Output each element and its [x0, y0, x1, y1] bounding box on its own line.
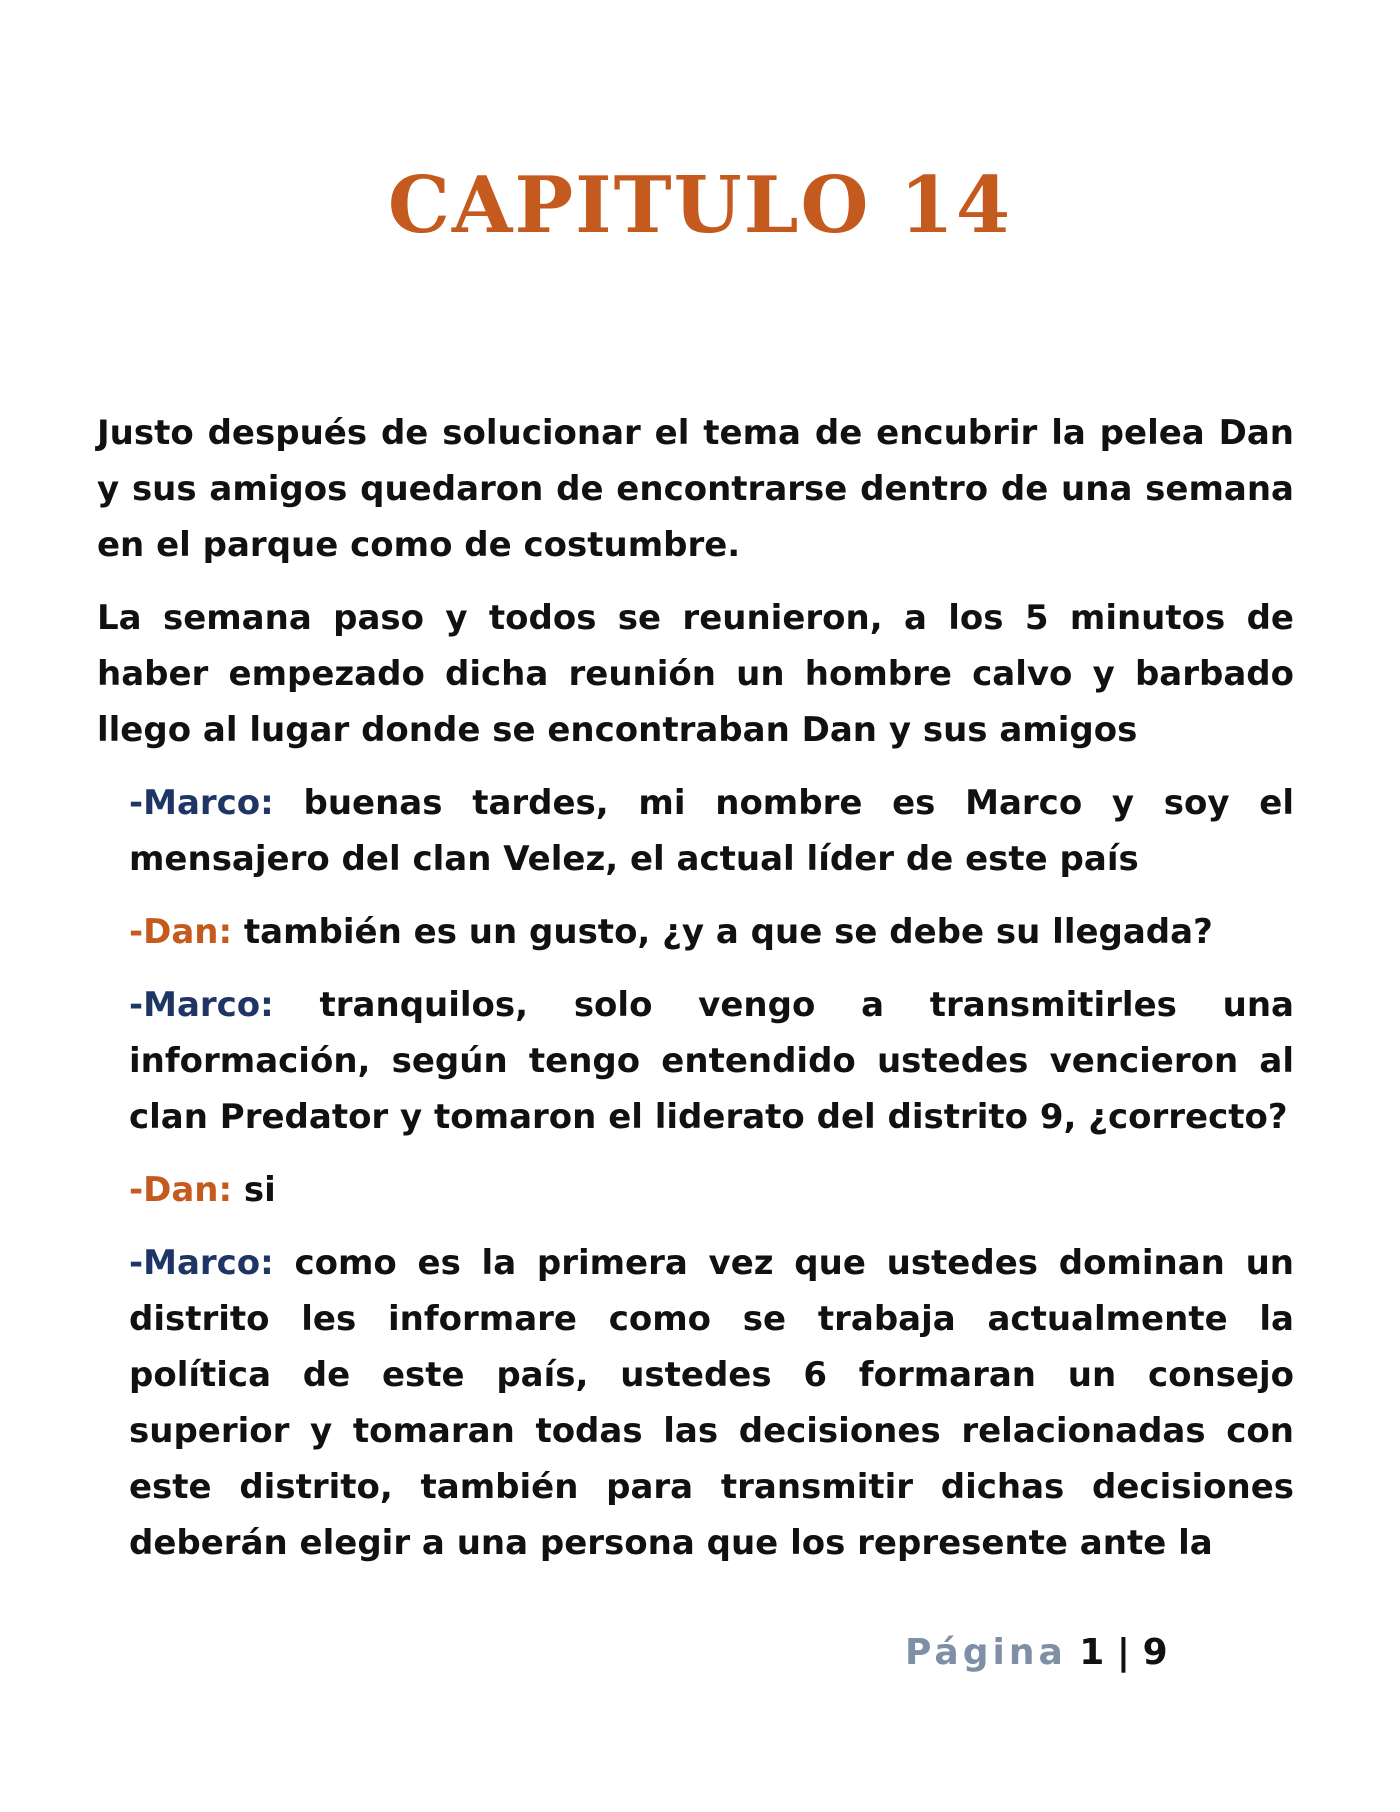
dialog-line-marco [129, 775, 1294, 887]
page-separator: | [1116, 1632, 1131, 1673]
speaker-label-marco: -Marco: [129, 1243, 274, 1283]
document-body [97, 405, 1294, 1588]
total-pages-number: 9 [1142, 1632, 1168, 1673]
page-footer [905, 1632, 1168, 1673]
dialog-text: si [232, 1170, 276, 1210]
dialog-line-dan [129, 904, 1294, 960]
chapter-title: CAPITULO 14 [387, 160, 1013, 251]
dialog-line-marco [129, 1235, 1294, 1571]
dialog-text: tranquilos, solo vengo a transmitirles una información, según tengo entendido ustedes vencieron al clan Predator y tomaron el liderato del distrito 9, ¿correcto? [129, 985, 1294, 1137]
speaker-label-marco: -Marco: [129, 783, 274, 823]
dialog-text: buenas tardes, mi nombre es Marco y soy el mensajero del clan Velez, el actual líder de este país [129, 783, 1294, 879]
speaker-label-dan: -Dan: [129, 1170, 233, 1210]
narrative-paragraph: La semana paso y todos se reunieron, a los 5 minutos de haber empezado dicha reunión un hombre calvo y barbado llego al lugar donde se encontraban Dan y sus amigos [97, 598, 1294, 750]
dialog-line-marco [129, 977, 1294, 1145]
speaker-label-dan: -Dan: [129, 912, 233, 952]
current-page-number: 1 [1079, 1632, 1105, 1673]
page-label: Página [905, 1632, 1067, 1673]
dialog-text: también es un gusto, ¿y a que se debe su llegada? [232, 912, 1213, 952]
narrative-paragraph: Justo después de solucionar el tema de encubrir la pelea Dan y sus amigos quedaron de encontrarse dentro de una semana en el parque como de costumbre. [97, 413, 1294, 565]
dialog-text: como es la primera vez que ustedes dominan un distrito les informare como se trabaja actualmente la política de este país, ustedes 6 formaran un consejo superior y tomaran todas las decisiones relacionadas con este distrito, también para transmitir dichas decisiones deberán elegir a una persona que los represente ante la [129, 1243, 1294, 1563]
dialog-line-dan [129, 1162, 1294, 1218]
speaker-label-marco: -Marco: [129, 985, 274, 1025]
